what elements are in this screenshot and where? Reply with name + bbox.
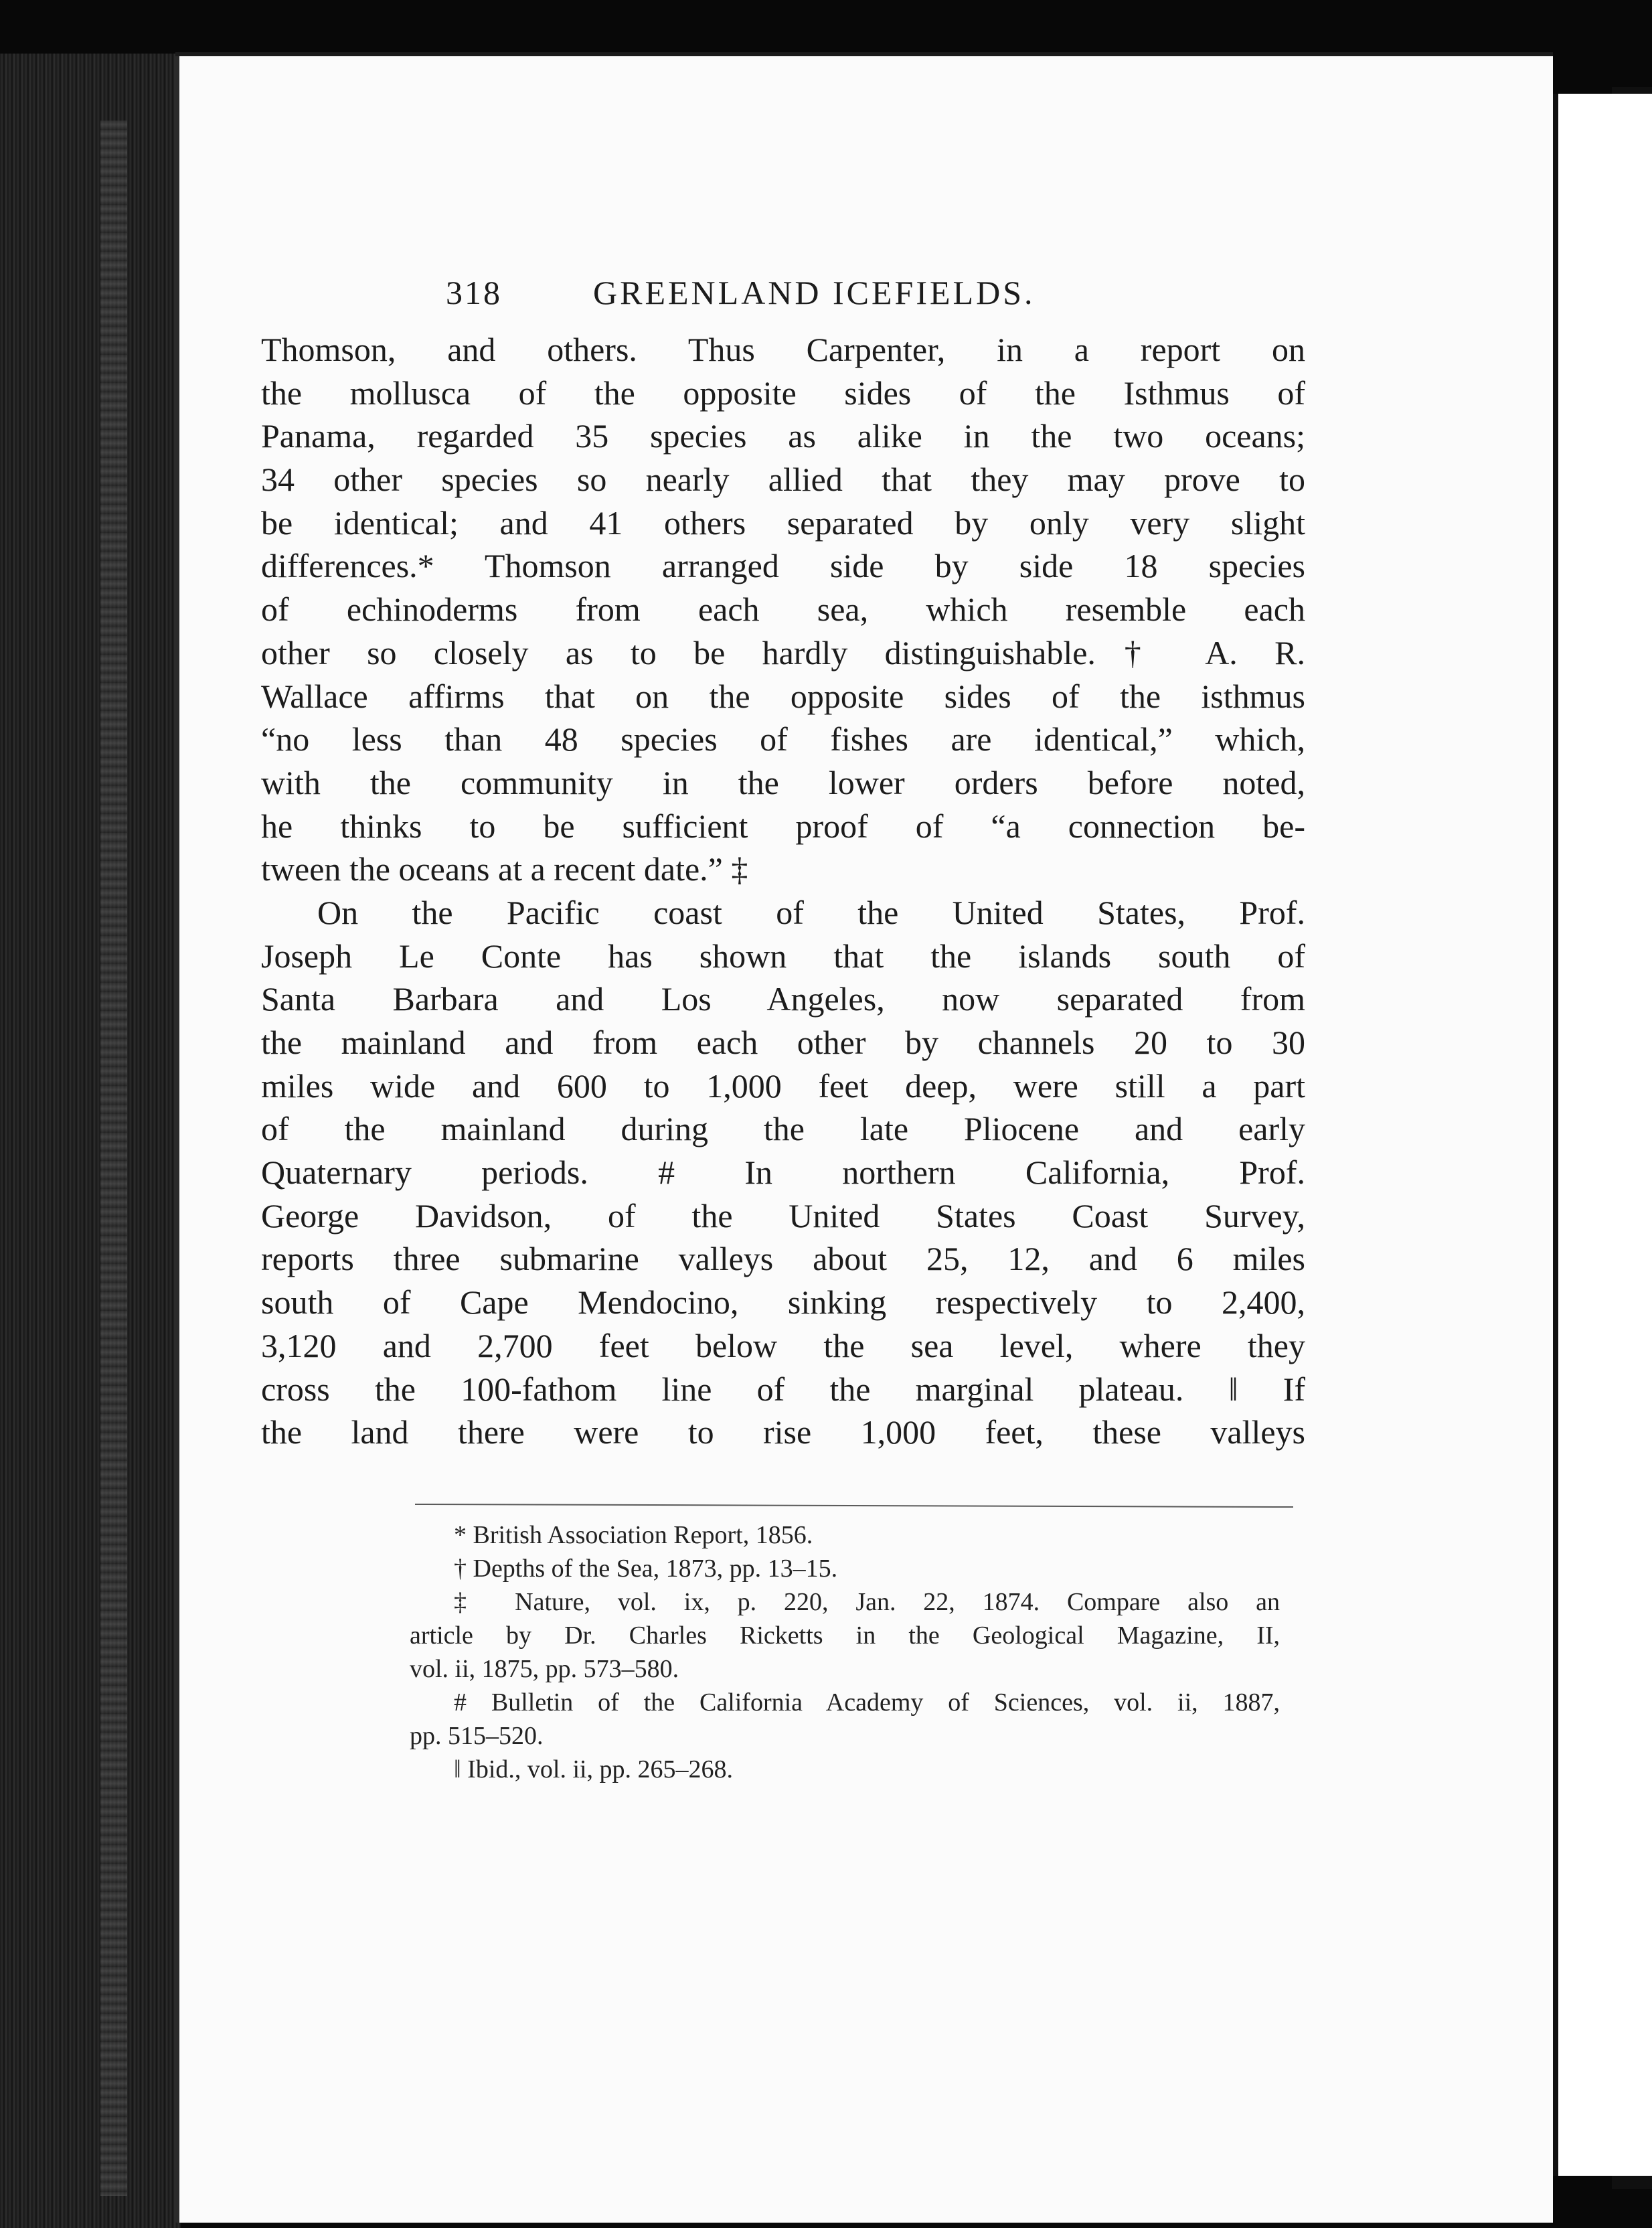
- text-line: tween the oceans at a recent date.” ‡: [261, 850, 748, 888]
- text-line: with the community in the lower orders before noted,: [261, 763, 1305, 801]
- page-edges-texture: [100, 121, 127, 2196]
- text-line: south of Cape Mendocino, sinking respectively to 2,400,: [261, 1283, 1305, 1322]
- text-line: Quaternary periods. # In northern California, Prof.: [261, 1153, 1305, 1192]
- facing-page-edge: [1553, 94, 1652, 2176]
- text-line: other so closely as to be hardly distinguishable.† A. R.: [261, 633, 1305, 671]
- text-line: reports three submarine valleys about 25, 12, and 6 miles: [261, 1240, 1305, 1278]
- footnote: # Bulletin of the California Academy of Sciences, vol. ii, 1887,: [454, 1688, 1280, 1717]
- text-line: the land there were to rise 1,000 feet, these valleys: [261, 1413, 1305, 1451]
- text-line: Panama, regarded 35 species as alike in the two oceans;: [261, 417, 1305, 455]
- text-line: cross the 100-fathom line of the marginal plateau. ‖ If: [261, 1370, 1305, 1408]
- footnote-continuation: pp. 515–520.: [410, 1722, 544, 1750]
- text-line: be identical; and 41 others separated by only very slight: [261, 503, 1305, 542]
- text-line: Santa Barbara and Los Angeles, now separated from: [261, 980, 1305, 1018]
- text-line: Joseph Le Conte has shown that the islands south of: [261, 937, 1305, 975]
- footnote: * British Association Report, 1856.: [454, 1521, 813, 1549]
- text-line: “no less than 48 species of fishes are identical,” which,: [261, 720, 1305, 759]
- text-line: 3,120 and 2,700 feet below the sea level, where they: [261, 1326, 1305, 1364]
- text-line: differences.* Thomson arranged side by side 18 species: [261, 547, 1305, 585]
- footnote: ‖ Ibid., vol. ii, pp. 265–268.: [454, 1755, 734, 1783]
- footnote: ‡ Nature, vol. ix, p. 220, Jan. 22, 1874. Compare also an: [454, 1588, 1280, 1616]
- text-line: George Davidson, of the United States Coast Survey,: [261, 1196, 1305, 1235]
- page-number: 318: [446, 274, 502, 311]
- text-line: the mollusca of the opposite sides of the Isthmus of: [261, 374, 1305, 412]
- text-line: of echinoderms from each sea, which resemble each: [261, 590, 1305, 629]
- text-line: of the mainland during the late Pliocene and early: [261, 1110, 1305, 1148]
- running-head: GREENLAND ICEFIELDS.: [593, 274, 1036, 311]
- text-line: Wallace affirms that on the opposite sides of the isthmus: [261, 677, 1305, 715]
- footnotes: [410, 1518, 1280, 1786]
- text-line: Thomson, and others. Thus Carpenter, in a report on: [261, 331, 1305, 368]
- text-line: miles wide and 600 to 1,000 feet deep, were still a part: [261, 1066, 1305, 1105]
- page-header: [446, 273, 1305, 320]
- page-text: [261, 273, 1305, 1454]
- footnote: † Depths of the Sea, 1873, pp. 13–15.: [454, 1555, 838, 1583]
- text-line: he thinks to be sufficient proof of “a connection be-: [261, 807, 1305, 845]
- book-spine-edge: [0, 54, 181, 2228]
- footnote-continuation: vol. ii, 1875, pp. 573–580.: [410, 1655, 679, 1683]
- footnote-continuation: article by Dr. Charles Ricketts in the Geological Magazine, II,: [410, 1621, 1280, 1650]
- paragraph-first-line: On the Pacific coast of the United States, Prof.: [317, 893, 1305, 931]
- text-line: 34 other species so nearly allied that they may prove to: [261, 461, 1305, 499]
- text-line: the mainland and from each other by channels 20 to 30: [261, 1024, 1305, 1061]
